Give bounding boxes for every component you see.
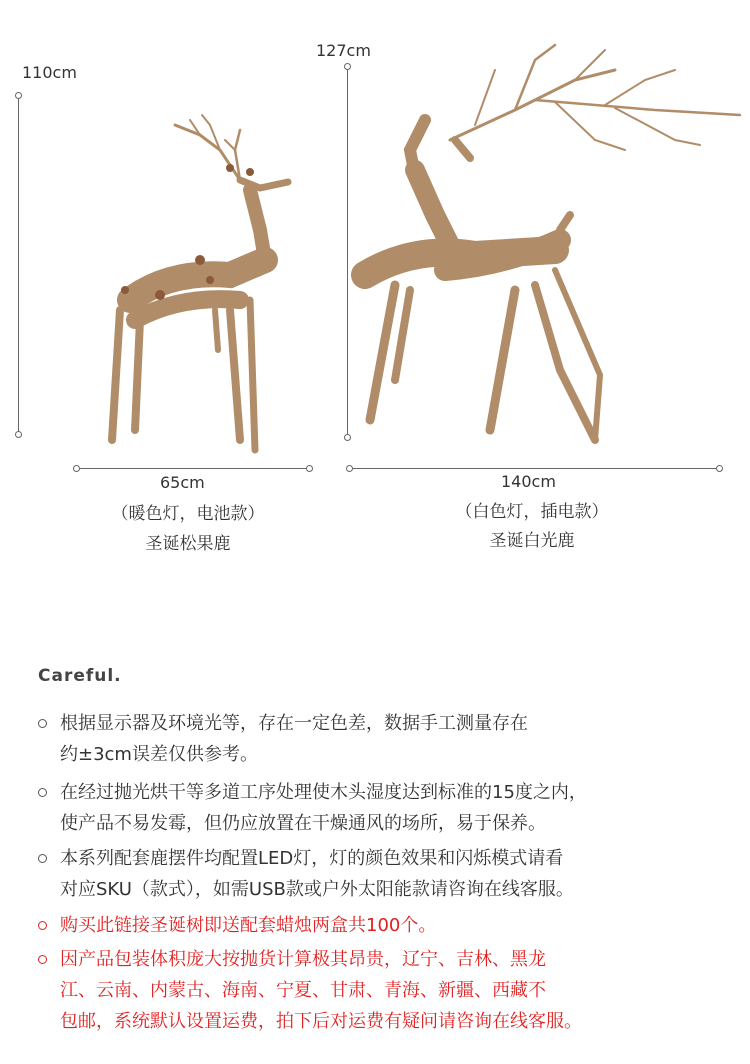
height-label-2: 127cm bbox=[316, 41, 371, 60]
note-line: 对应SKU（款式），如需USB款或户外太阳能款请咨询在线客服。 bbox=[60, 879, 574, 900]
width-line-1 bbox=[80, 468, 306, 469]
height-bottom-dot-2 bbox=[344, 434, 351, 441]
deer-image-small bbox=[90, 110, 300, 455]
width-left-dot-1 bbox=[73, 465, 80, 472]
width-right-dot-2 bbox=[716, 465, 723, 472]
note-line: 根据显示器及环境光等，存在一定色差，数据手工测量存在 bbox=[60, 713, 528, 734]
note-line: 江、云南、内蒙古、海南、宁夏、甘肃、青海、新疆、西藏不 bbox=[60, 980, 546, 1001]
note-item-1 bbox=[38, 708, 738, 770]
note-bullet-icon bbox=[38, 788, 47, 797]
note-line: 在经过抛光烘干等多道工序处理使木头湿度达到标准的15度之内， bbox=[60, 782, 587, 803]
height-bottom-dot-1 bbox=[15, 431, 22, 438]
note-line: 约±3cm误差仅供参考。 bbox=[60, 744, 258, 765]
note-bullet-icon bbox=[38, 854, 47, 863]
height-label-1: 110cm bbox=[22, 63, 77, 82]
height-top-dot-1 bbox=[15, 92, 22, 99]
width-label-2: 140cm bbox=[501, 472, 556, 491]
height-line-2 bbox=[347, 70, 348, 435]
product-spec-1: （暖色灯，电池款） bbox=[111, 504, 265, 524]
width-line-2 bbox=[353, 468, 716, 469]
height-line-1 bbox=[18, 99, 19, 432]
width-right-dot-1 bbox=[306, 465, 313, 472]
product-name-1: 圣诞松果鹿 bbox=[145, 534, 231, 554]
note-item-4 bbox=[38, 910, 738, 941]
height-top-dot-2 bbox=[344, 63, 351, 70]
width-label-1: 65cm bbox=[160, 473, 205, 492]
note-bullet-icon bbox=[38, 921, 47, 930]
note-line: 购买此链接圣诞树即送配套蜡烛两盒共100个。 bbox=[60, 915, 437, 936]
note-line: 本系列配套鹿摆件均配置LED灯，灯的颜色效果和闪烁模式请看 bbox=[60, 848, 564, 869]
note-line: 包邮，系统默认设置运费，拍下后对运费有疑问请咨询在线客服。 bbox=[60, 1011, 582, 1032]
note-bullet-icon bbox=[38, 955, 47, 964]
note-item-3 bbox=[38, 843, 738, 905]
product-name-2: 圣诞白光鹿 bbox=[489, 531, 575, 551]
note-line: 使产品不易发霉，但仍应放置在干燥通风的场所，易于保养。 bbox=[60, 813, 546, 834]
note-bullet-icon bbox=[38, 719, 47, 728]
careful-title: Careful. bbox=[38, 666, 122, 686]
note-item-2 bbox=[38, 777, 738, 839]
product-spec-2: （白色灯，插电款） bbox=[455, 502, 609, 522]
width-left-dot-2 bbox=[346, 465, 353, 472]
note-item-5 bbox=[38, 944, 738, 1037]
note-line: 因产品包装体积庞大按抛货计算极其昂贵，辽宁、吉林、黑龙 bbox=[60, 949, 546, 970]
deer-image-large bbox=[355, 40, 745, 440]
